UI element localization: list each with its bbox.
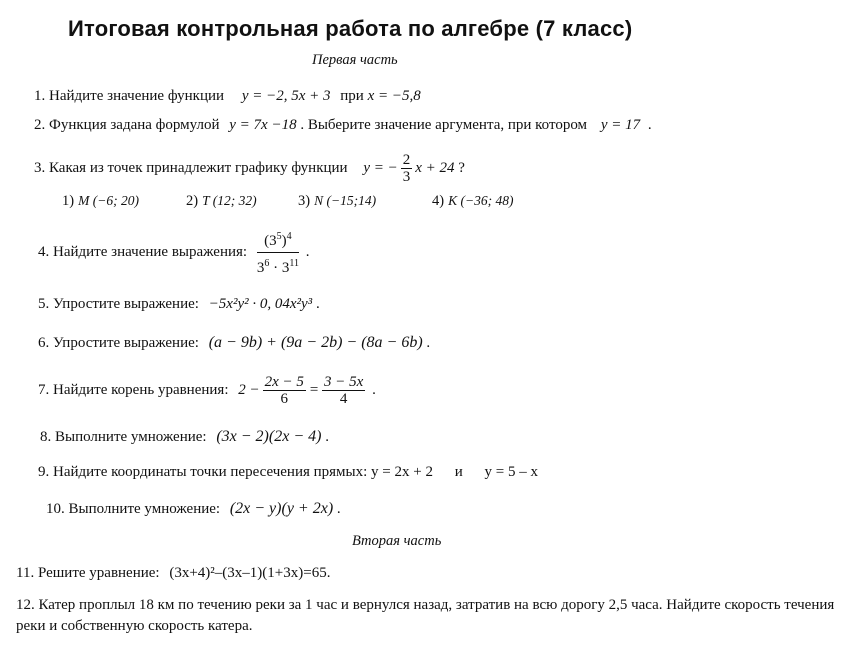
page-title: Итоговая контрольная работа по алгебре (7 класс) — [68, 16, 633, 41]
question-12: 12. Катер проплыл 18 км по течению реки за 1 час и вернулся назад, затратив на всю дорогу 2,5 часа. Найдите скорость течения реки и собственную скорость катера. — [16, 597, 835, 634]
question-8-end: . — [325, 429, 329, 445]
question-7-equals: = — [308, 381, 320, 398]
question-1 — [34, 88, 421, 105]
question-10-text: 10. Выполните умножение: — [46, 501, 221, 517]
question-2-end: . — [647, 117, 652, 133]
question-4 — [38, 226, 309, 279]
question-7-fraction-right: $\frac{3 - 5x}{4}$ — [324, 374, 364, 407]
question-3 — [34, 152, 465, 185]
question-7-text: 7. Найдите корень уравнения: — [38, 381, 229, 398]
question-8 — [40, 428, 329, 446]
question-8-text: 8. Выполните умножение: — [40, 429, 207, 445]
question-2-value: y = 17 — [600, 117, 641, 133]
question-9-and: и — [454, 464, 463, 480]
question-9-text: 9. Найдите координаты точки пересечения прямых: y = 2x + 2 — [38, 464, 433, 480]
question-4-numerator: $(3^5)^4$ — [257, 226, 299, 253]
question-4-text: 4. Найдите значение выражения: — [38, 243, 248, 260]
part-two-heading: Вторая часть — [352, 533, 442, 549]
question-1-text: 1. Найдите значение функции — [34, 88, 225, 104]
question-3-formula — [363, 152, 458, 185]
question-8-expression: (3x − 2)(2x − 4) — [216, 428, 322, 445]
question-9-second-line: y = 5 – x — [484, 464, 538, 480]
part-one-heading: Первая часть — [312, 52, 398, 68]
question-3-option-3: 3) N (−15;14) — [298, 193, 377, 209]
question-4-fraction — [257, 226, 299, 279]
question-5 — [38, 296, 320, 313]
question-10 — [46, 500, 341, 518]
question-9 — [38, 464, 538, 481]
question-6-end: . — [426, 335, 431, 351]
question-6 — [38, 334, 430, 352]
question-3-text: 3. Какая из точек принадлежит графику функции — [34, 159, 348, 176]
question-6-expression: (a − 9b) + (9a − 2b) − (8a − 6b) — [208, 334, 423, 351]
question-11 — [16, 565, 330, 582]
question-11-equation: (3x+4)²–(3x–1)(1+3x)=65. — [169, 565, 331, 581]
question-5-text: 5. Упростите выражение: — [38, 296, 199, 312]
question-3-rhs: x + 24 — [415, 159, 455, 176]
question-1-condition: x = −5,8 — [367, 88, 421, 104]
question-2 — [34, 117, 652, 134]
question-2-formula: y = 7x −18 — [229, 117, 297, 133]
question-7-lead: 2 − — [238, 381, 260, 398]
question-3-fraction: $\frac{2}{3}$ — [402, 152, 411, 185]
question-3-option-4: 4) K (−36; 48) — [432, 193, 514, 209]
question-7 — [38, 374, 376, 407]
question-2-text-continued: . Выберите значение аргумента, при котором — [300, 117, 588, 133]
question-3-lhs: y = − — [363, 159, 398, 176]
question-11-text: 11. Решите уравнение: — [16, 565, 160, 581]
question-1-condition-word: при — [340, 88, 364, 104]
question-4-end: . — [305, 243, 310, 260]
question-10-end: . — [336, 501, 341, 517]
question-1-formula: y = −2, 5x + 3 — [241, 88, 331, 104]
question-6-text: 6. Упростите выражение: — [38, 335, 199, 351]
question-3-option-2: 2) T (12; 32) — [186, 193, 257, 209]
question-3-option-1: 1) M (−6; 20) — [62, 193, 139, 209]
question-2-text: 2. Функция задана формулой — [34, 117, 220, 133]
question-4-denominator: $3^6 \cdot 3^{11}$ — [256, 258, 299, 276]
question-5-expression: −5x²y² · 0, 04x²y³ — [208, 296, 313, 312]
question-10-expression: (2x − y)(y + 2x) — [229, 500, 334, 517]
question-5-end: . — [315, 296, 320, 312]
question-7-end: . — [372, 381, 376, 398]
question-7-equation — [238, 374, 372, 407]
question-3-end: ? — [458, 159, 465, 176]
question-7-fraction-left: $\frac{2x - 5}{6}$ — [264, 374, 304, 407]
